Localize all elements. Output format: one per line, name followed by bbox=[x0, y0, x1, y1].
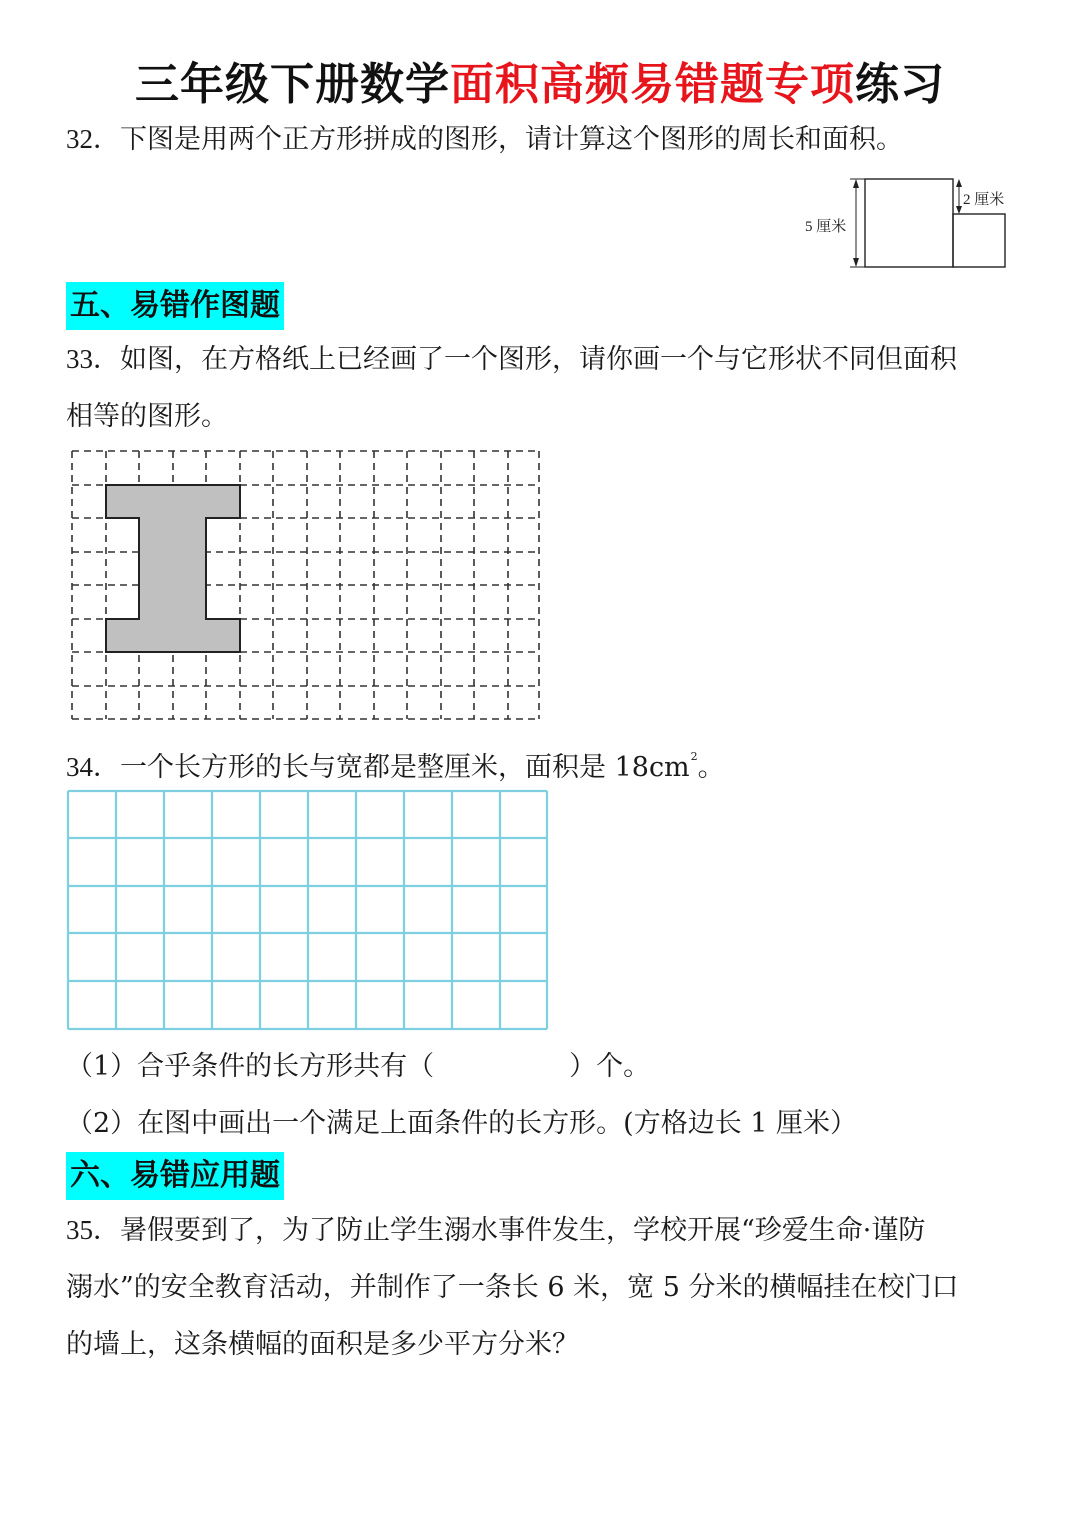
two-squares-figure bbox=[795, 170, 1025, 275]
question-33-line2: 相等的图形。 bbox=[66, 401, 228, 432]
question-text: 一个长方形的长与宽都是整厘米，面积是 18cm bbox=[120, 752, 690, 783]
question-35 bbox=[66, 1202, 1026, 1259]
question-text-line1: 暑假要到了，为了防止学生溺水事件发生，学校开展“珍爱生命·谨防 bbox=[120, 1215, 926, 1246]
blue-grid-figure[interactable] bbox=[66, 789, 550, 1033]
question-number: 32． bbox=[66, 124, 120, 154]
small-square bbox=[953, 214, 1005, 267]
question-35-line2: 溺水”的安全教育活动，并制作了一条长 6 米，宽 5 分米的横幅挂在校门口 bbox=[66, 1272, 959, 1303]
question-34-sub2: （2）在图中画出一个满足上面条件的长方形。(方格边长 1 厘米） bbox=[66, 1108, 858, 1139]
big-square bbox=[865, 179, 953, 267]
question-34-sub1: （1）合乎条件的长方形共有（ ）个。 bbox=[66, 1051, 651, 1082]
section-heading-6: 六、易错应用题 bbox=[66, 1152, 284, 1200]
question-32 bbox=[66, 111, 1026, 168]
question-number: 33． bbox=[66, 344, 120, 374]
question-number: 35． bbox=[66, 1215, 120, 1245]
question-text-line1: 如图，在方格纸上已经画了一个图形，请你画一个与它形状不同但面积 bbox=[120, 344, 957, 375]
question-33 bbox=[66, 331, 1026, 388]
i-shape bbox=[106, 485, 240, 652]
question-34: 34．一个长方形的长与宽都是整厘米，面积是 $18cm^2$。 bbox=[66, 750, 725, 783]
question-35-line3: 的墙上，这条横幅的面积是多少平方分米？ bbox=[66, 1329, 579, 1360]
small-side-label: 2 厘米 bbox=[963, 192, 1005, 208]
dashed-grid-figure bbox=[70, 450, 542, 722]
question-text: 下图是用两个正方形拼成的图形，请计算这个图形的周长和面积。 bbox=[120, 124, 903, 155]
page-title: 三年级下册数学面积高频易错题专项练习 bbox=[135, 59, 945, 110]
section-heading-5: 五、易错作图题 bbox=[66, 282, 284, 330]
unit-exponent: 2 bbox=[690, 750, 698, 763]
big-side-label: 5 厘米 bbox=[805, 219, 847, 235]
question-number: 34． bbox=[66, 752, 120, 782]
